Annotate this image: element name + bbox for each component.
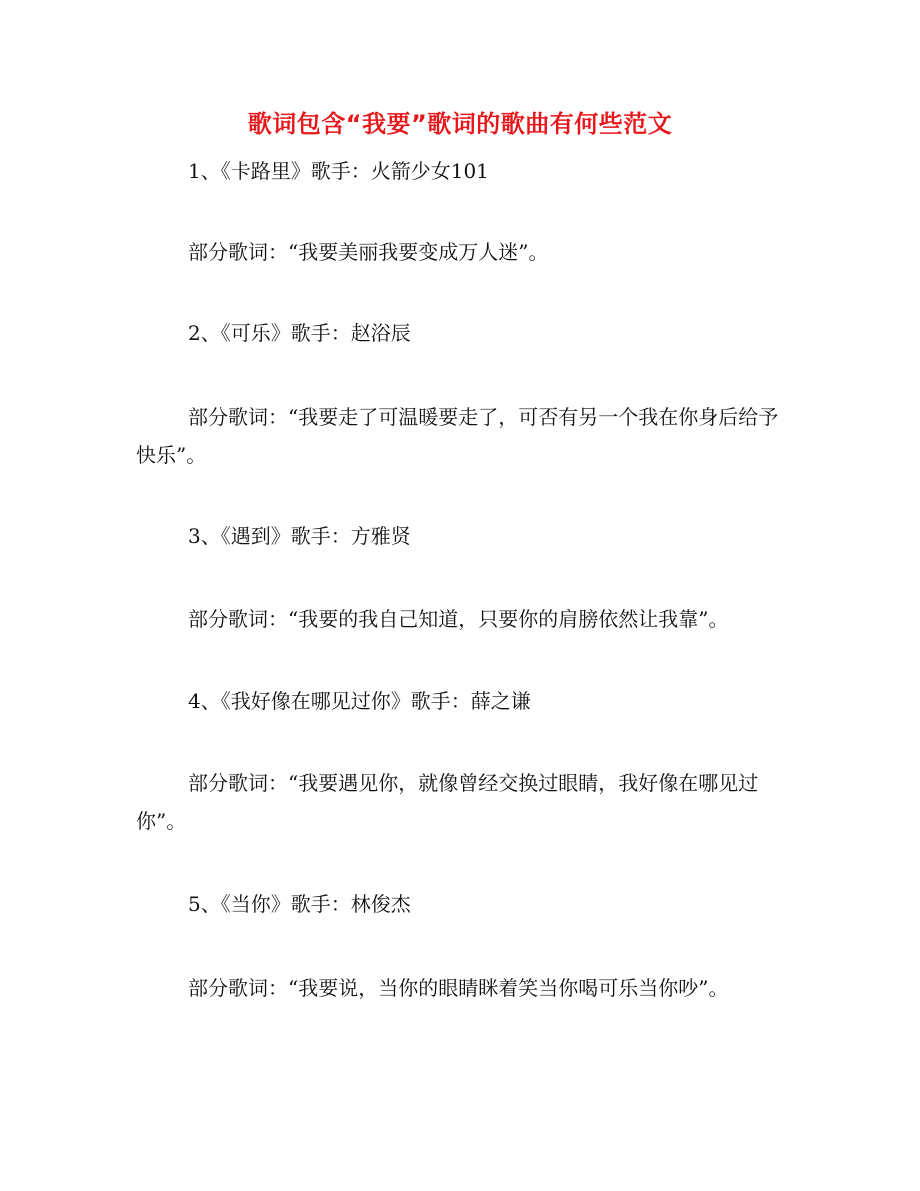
- song-lyrics-5: 部分歌词：“我要说，当你的眼睛眯着笑当你喝可乐当你吵”。: [188, 976, 729, 1000]
- song-lyrics-1: 部分歌词：“我要美丽我要变成万人迷”。: [188, 240, 549, 264]
- song-lyrics-2: 部分歌词：“我要走了可温暖要走了，可否有另一个我在你身后给予快乐”。: [136, 405, 779, 467]
- page-title: 歌词包含“我要”歌词的歌曲有何些范文: [247, 110, 673, 138]
- song-heading-5: 5、《当你》歌手：林俊杰: [188, 892, 411, 916]
- song-heading-4: 4、《我好像在哪见过你》歌手：薛之谦: [188, 689, 531, 713]
- song-lyrics-4: 部分歌词：“我要遇见你，就像曾经交换过眼睛，我好像在哪见过你”。: [136, 771, 759, 833]
- song-lyrics-3: 部分歌词：“我要的我自己知道，只要你的肩膀依然让我靠”。: [188, 607, 729, 631]
- song-heading-1: 1、《卡路里》歌手：火箭少女101: [188, 159, 489, 183]
- song-heading-2: 2、《可乐》歌手：赵浴辰: [188, 321, 411, 345]
- song-heading-3: 3、《遇到》歌手：方雅贤: [188, 524, 411, 548]
